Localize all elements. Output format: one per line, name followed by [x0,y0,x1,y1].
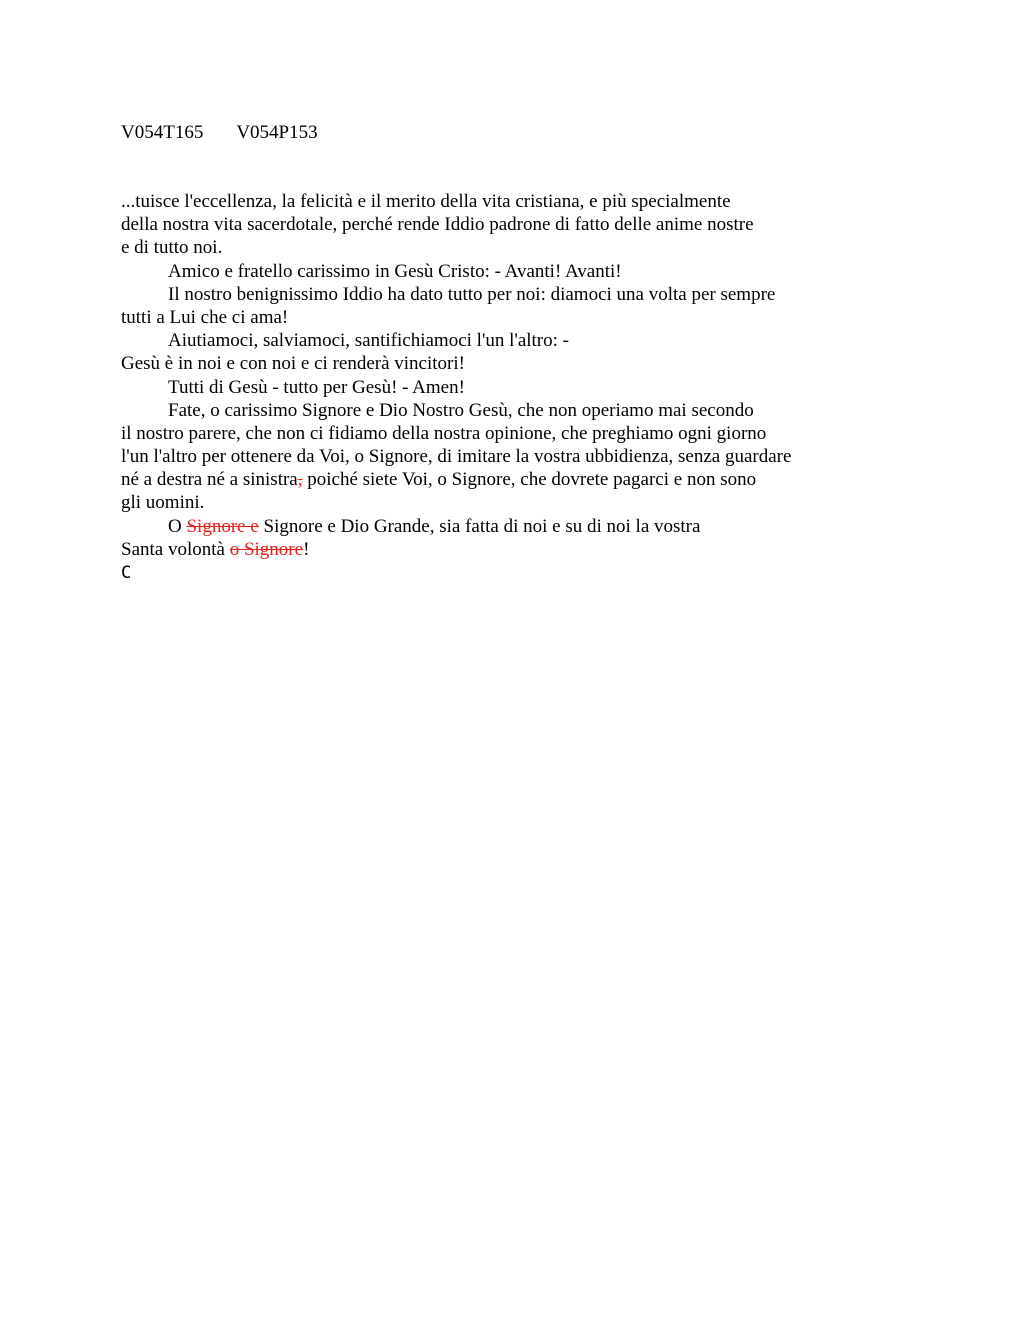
text-line: il nostro parere, che non ci fidiamo della nostra opinione, che preghiamo ogni giorno [121,422,767,444]
deleted-text: Signore e [186,515,259,537]
document-header [121,121,318,144]
text-line: ...tuisce l'eccellenza, la felicità e il merito della vita cristiana, e più specialmente [121,191,731,212]
text-line: gli uomini. [121,492,205,514]
text-line: l'un l'altro per ottenere da Voi, o Signore, di imitare la vostra ubbidienza, senza guardare [121,446,792,468]
deleted-text: o Signore [229,538,304,560]
text-segment: O [168,515,187,537]
text-line [121,515,881,538]
text-line [121,468,881,491]
page-code: V054P153 [236,122,318,143]
text-line [121,538,881,561]
text-segment: ! [303,538,310,560]
text-segment: Signore e Dio Grande, sia fatta di noi e su di noi la vostra [258,515,701,537]
text-line: Tutti di Gesù - tutto per Gesù! - Amen! [168,376,465,398]
text-line: Gesù è in noi e con noi e ci renderà vincitori! [121,353,465,375]
marginal-mark: C [121,563,132,583]
text-segment: né a destra né a sinistra [121,469,298,491]
text-line: tutti a Lui che ci ama! [121,306,289,328]
text-line: Il nostro benignissimo Iddio ha dato tutto per noi: diamoci una volta per sempre [168,283,776,305]
volume-code: V054T165 [121,122,204,143]
text-segment: Santa volontà [121,538,230,560]
text-line: e di tutto noi. [121,237,223,259]
document-body [121,190,881,585]
text-line: Aiutiamoci, salviamoci, santifichiamoci l'un l'altro: - [168,330,569,352]
deleted-text: , [297,469,303,491]
text-line: Amico e fratello carissimo in Gesù Cristo: - Avanti! Avanti! [168,260,622,282]
text-line: Fate, o carissimo Signore e Dio Nostro Gesù, che non operiamo mai secondo [168,399,754,421]
text-line: della nostra vita sacerdotale, perché rende Iddio padrone di fatto delle anime nostre [121,214,754,236]
text-segment: poiché siete Voi, o Signore, che dovrete pagarci e non sono [302,469,757,491]
